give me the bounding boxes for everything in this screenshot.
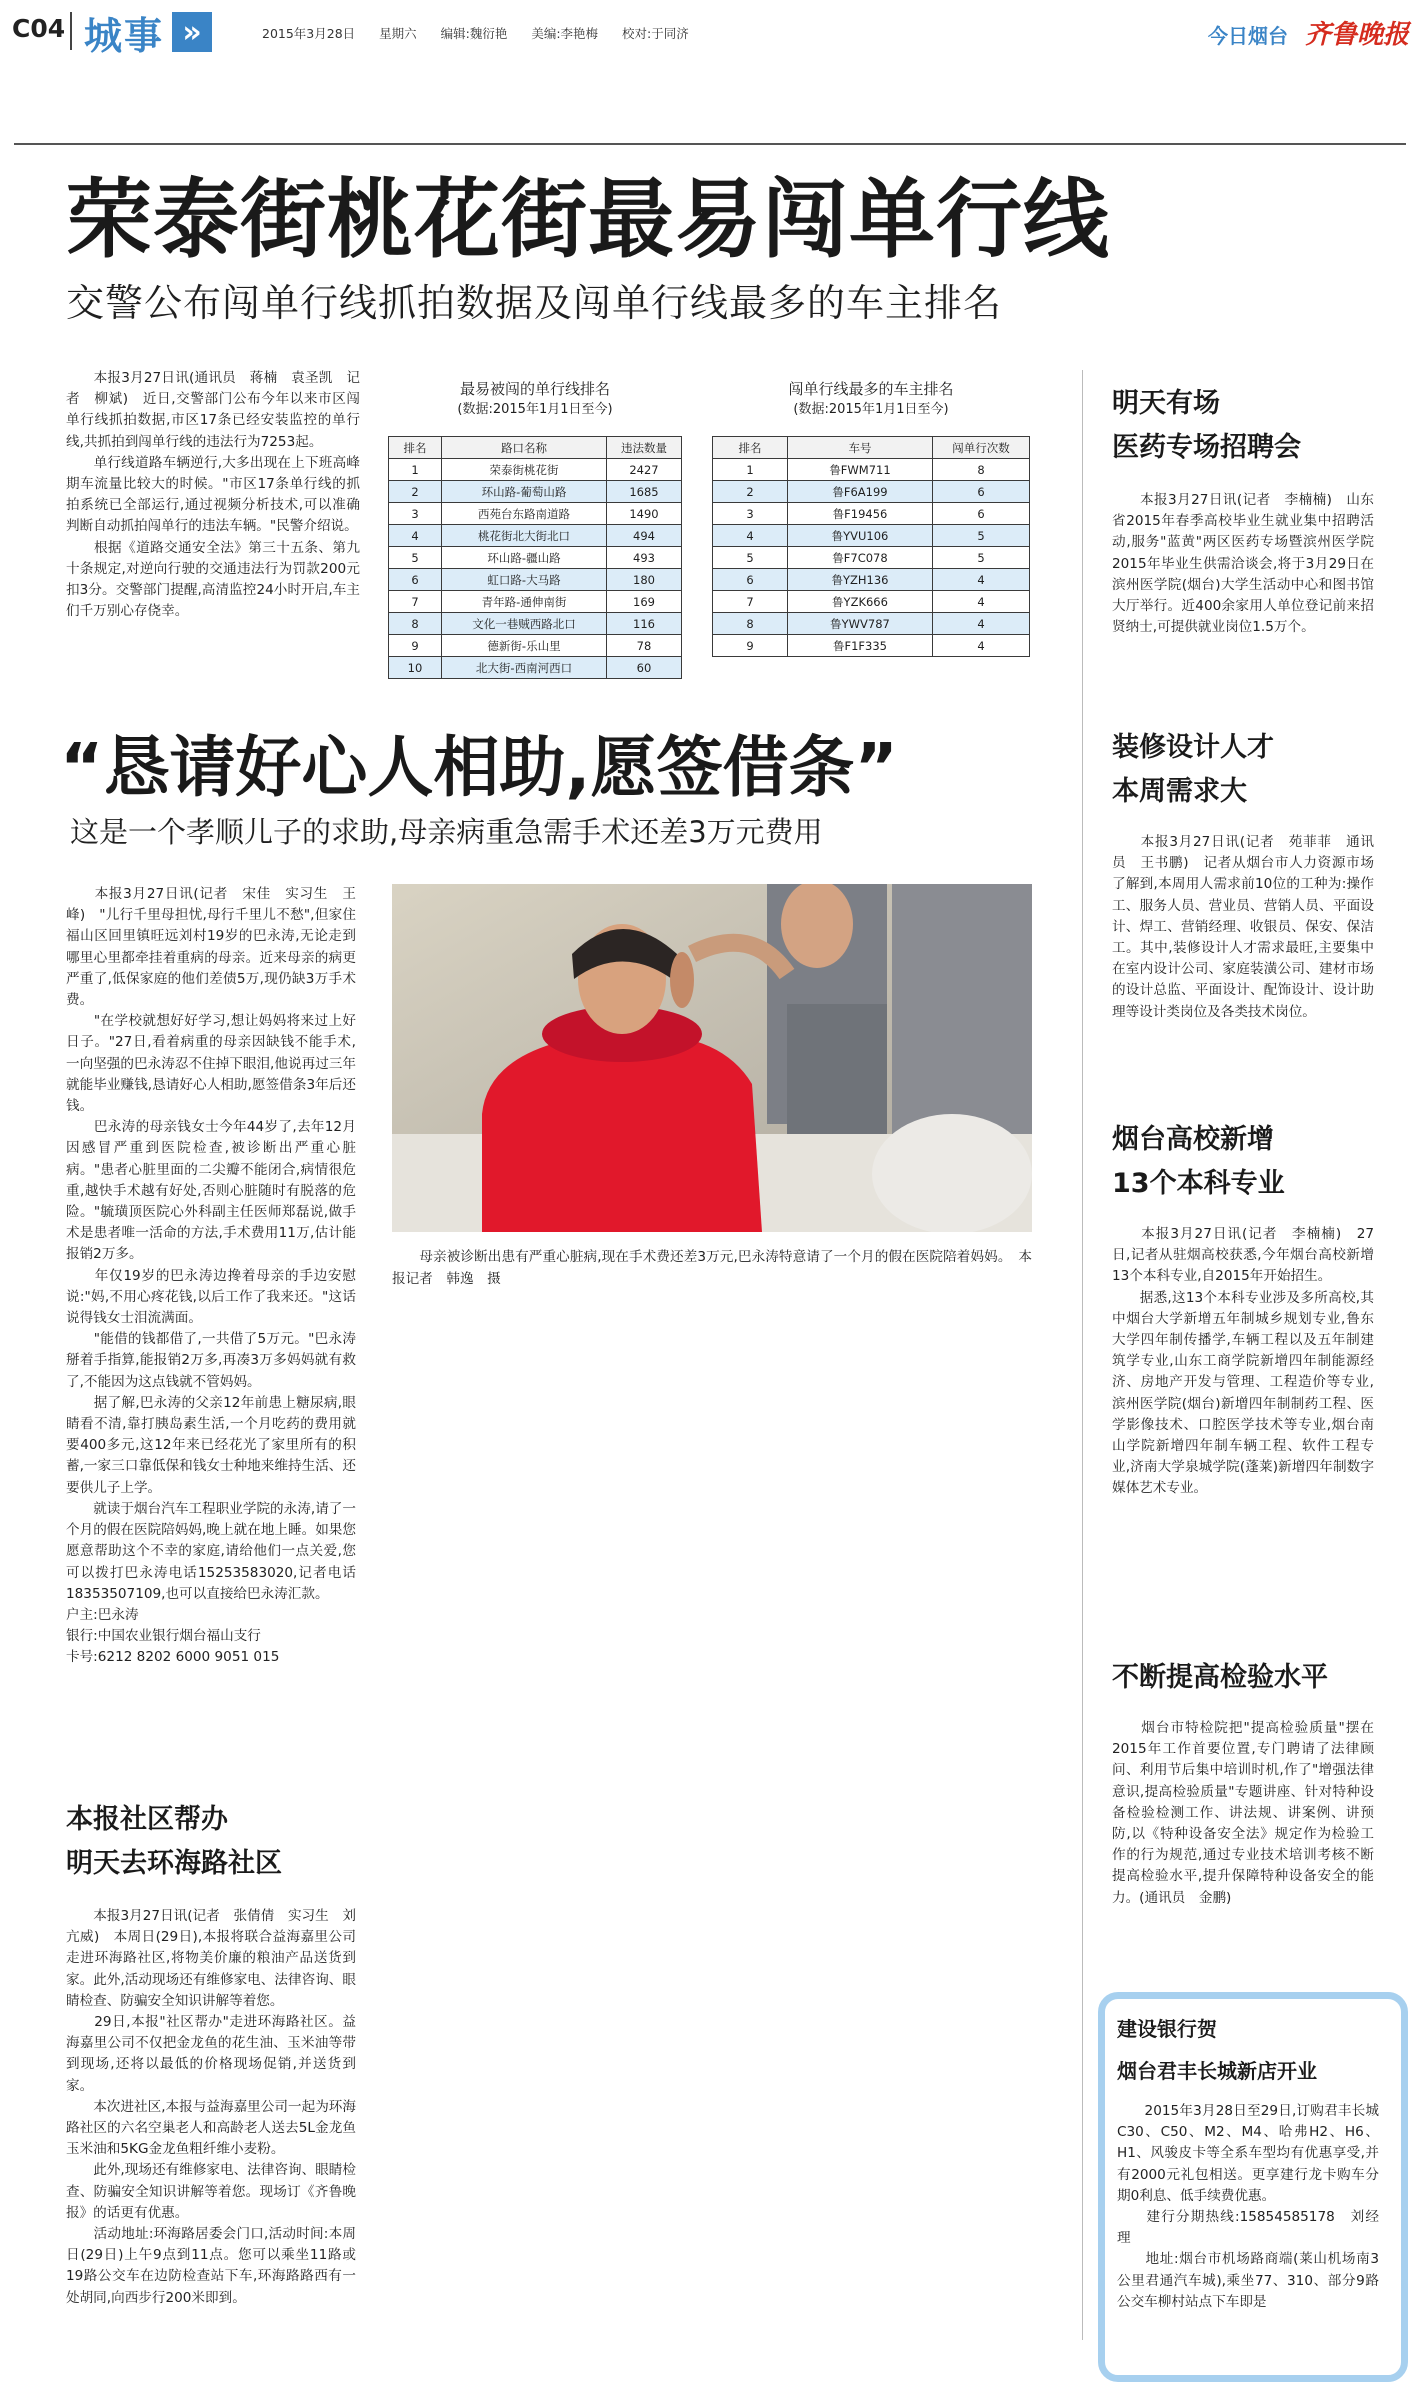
- route-cell: 德新街-乐山里: [442, 635, 607, 657]
- table-header-cell: 路口名称: [442, 437, 607, 459]
- table-header-cell: 违法数量: [607, 437, 682, 459]
- plate-cell: 鲁YZK666: [788, 591, 933, 613]
- plate-cell: 鲁YWV787: [788, 613, 933, 635]
- rank-cell: 10: [389, 657, 442, 679]
- plate-cell: 鲁F1F335: [788, 635, 933, 657]
- table-row: [713, 613, 1030, 635]
- driver-table-title: 闯单行线最多的车主排名: [788, 380, 954, 398]
- rank-cell: 2: [389, 481, 442, 503]
- header-rule: [14, 143, 1406, 145]
- table-row: [389, 657, 682, 679]
- news-photo: [392, 884, 1032, 1232]
- count-cell: 169: [607, 591, 682, 613]
- lead-body: 本报3月27日讯(通讯员 蒋楠 袁圣凯 记者 柳斌) 近日,交警部门公布今年以来市区闯单行线抓拍数据,市区17条已经安装监控的单行线,共抓拍到闯单行线的违法行为7253起。 单行线道路车辆逆行,大多出现在上下班高峰期车流量比较大的时候。"市区17条单行线的抓拍系统已全部运行,通过视频分析技术,可以准确判断自动抓拍闯单行的违法车辆。"民警介绍说。 根据《道路交通安全法》第三十五条、第九十条规定,对逆向行驶的交通违法行为罚款200元扣3分。交警部门提醒,高清监控24小时开启,车主们千万别心存侥幸。: [66, 370, 360, 620]
- side-story-2-title: [1112, 726, 1274, 814]
- rank-cell: 8: [713, 613, 788, 635]
- route-table-title: 最易被闯的单行线排名: [459, 380, 610, 398]
- rank-cell: 1: [713, 459, 788, 481]
- rank-cell: 3: [389, 503, 442, 525]
- side-story-1-body: 本报3月27日讯(记者 李楠楠) 山东省2015年春季高校毕业生就业集中招聘活动,服务"蓝黄"两区医药专场暨滨州医学院2015年毕业生供需洽谈会,将于3月29日在滨州医学院(烟台)大学生活动中心和图书馆大厅举行。近400余家用人单位登记前来招贤纳士,可提供就业岗位1.5万个。: [1112, 492, 1374, 636]
- table-header-cell: 车号: [788, 437, 933, 459]
- issue-weekday: 星期六: [379, 26, 417, 41]
- photo-illustration: [392, 884, 1032, 1232]
- advert-kicker: 建设银行贺: [1117, 2017, 1217, 2041]
- table-header-cell: 排名: [713, 437, 788, 459]
- table-row: [713, 525, 1030, 547]
- plate-cell: 鲁F6A199: [788, 481, 933, 503]
- section-title: 城事: [84, 13, 165, 58]
- column-divider: [1082, 370, 1083, 2340]
- count-cell: 2427: [607, 459, 682, 481]
- table-row: [389, 525, 682, 547]
- side-story-3-body: 本报3月27日讯(记者 李楠楠) 27日,记者从驻烟高校获悉,今年烟台高校新增13个本科专业,自2015年开始招生。 据悉,这13个本科专业涉及多所高校,其中烟台大学新增五年制城乡规划专业,鲁东大学四年制传播学,车辆工程以及五年制建筑学专业,山东工商学院新增四年制能源经济、房地产开发与管理、工程造价等专业,滨州医学院(烟台)新增四年制制药工程、医学影像技术、口腔医学技术等专业,烟台南山学院新增四年制车辆工程、软件工程专业,济南大学泉城学院(蓬莱)新增四年制数字媒体艺术专业。: [1112, 1226, 1374, 1497]
- bank-advert: [1098, 1992, 1408, 2382]
- route-cell: 荣泰街桃花街: [442, 459, 607, 481]
- section-badge: [84, 10, 244, 58]
- lead-subheadline: 交警公布闯单行线抓拍数据及闯单行线最多的车主排名: [66, 281, 1003, 325]
- plate-cell: 鲁F19456: [788, 503, 933, 525]
- double-chevron-icon: »: [172, 12, 212, 52]
- count-cell: 116: [607, 613, 682, 635]
- edition-label: 今日烟台: [1208, 24, 1288, 48]
- rank-cell: 4: [389, 525, 442, 547]
- route-table-subtitle: (数据:2015年1月1日至今): [457, 402, 613, 417]
- headline-line: 不断提高检验水平: [1112, 1662, 1328, 1693]
- plate-cell: 鲁YZH136: [788, 569, 933, 591]
- plate-cell: 鲁FWM711: [788, 459, 933, 481]
- route-cell: 环山路-葡萄山路: [442, 481, 607, 503]
- count-cell: 4: [933, 591, 1030, 613]
- count-cell: 4: [933, 613, 1030, 635]
- driver-ranking-table: [712, 436, 1030, 657]
- route-cell: 北大街-西南河西口: [442, 657, 607, 679]
- count-cell: 60: [607, 657, 682, 679]
- route-ranking-table-block: [388, 378, 682, 679]
- count-cell: 5: [933, 525, 1030, 547]
- route-cell: 虹口路-大马路: [442, 569, 607, 591]
- route-ranking-table: [388, 436, 682, 679]
- art-credit: 美编:李艳梅: [531, 26, 599, 41]
- count-cell: 6: [933, 503, 1030, 525]
- side-story-4-title: [1112, 1656, 1328, 1700]
- table-row: [389, 459, 682, 481]
- proof-credit: 校对:于同济: [622, 26, 689, 41]
- table-row: [713, 459, 1030, 481]
- story3-body: 本报3月27日讯(记者 张倩倩 实习生 刘亢威) 本周日(29日),本报将联合益海嘉里公司走进环海路社区,将物美价廉的粮油产品送货到家。此外,活动现场还有维修家电、法律咨询、眼睛检查、防骗安全知识讲解等着您。 29日,本报"社区帮办"走进环海路社区。益海嘉里公司不仅把金龙鱼的花生油、玉米油等带到现场,还将以最低的价格现场促销,并送货到家。 本次进社区,本报与益海嘉里公司一起为环海路社区的六名空巢老人和高龄老人送去5L金龙鱼玉米油和5KG金龙鱼粗纤维小麦粉。 此外,现场还有维修家电、法律咨询、眼睛检查、防骗安全知识讲解等着您。现场订《齐鲁晚报》的话更有优惠。 活动地址:环海路居委会门口,活动时间:本周日(29日)上午9点到11点。您可以乘坐11路或19路公交车在边防检查站下车,环海路路西有一处胡同,向西步行200米即到。: [66, 1908, 356, 2306]
- photo-caption: 母亲被诊断出患有严重心脏病,现在手术费还差3万元,巴永涛特意请了一个月的假在医院陪着妈妈。 本报记者 韩逸 摄: [392, 1249, 1032, 1287]
- table-row: [389, 547, 682, 569]
- table-row: [389, 635, 682, 657]
- plate-cell: 鲁YVU106: [788, 525, 933, 547]
- route-cell: 青年路-通伸南街: [442, 591, 607, 613]
- count-cell: 5: [933, 547, 1030, 569]
- headline-line: 本报社区帮办: [66, 1804, 228, 1835]
- table-header-cell: 闯单行次数: [933, 437, 1030, 459]
- rank-cell: 7: [713, 591, 788, 613]
- route-cell: 文化一巷贼西路北口: [442, 613, 607, 635]
- table-row: [389, 613, 682, 635]
- advert-body: 2015年3月28日至29日,订购君丰长城C30、C50、M2、M4、哈弗H2、H6、H1、风骏皮卡等全系车型均有优惠享受,并有2000元礼包相送。更享建行龙卡购车分期0利息、低手续费优惠。 建行分期热线:15854585178 刘经理 地址:烟台市机场路商端(莱山机场南3公里君通汽车城),乘坐77、310、部分9路公交车柳村站点下车即是: [1117, 2103, 1379, 2310]
- editor-credit: 编辑:魏衍艳: [440, 26, 508, 41]
- rank-cell: 6: [713, 569, 788, 591]
- side-story-4-body: 烟台市特检院把"提高检验质量"摆在2015年工作首要位置,专门聘请了法律顾问、利用节后集中培训时机,作了"增强法律意识,提高检验质量"专题讲座、针对特种设备检验检测工作、讲法规、讲案例、讲预防,以《特种设备安全法》规定作为检验工作的行为规范,通过专业技术培训考核不断提高检验水平,提升保障特种设备安全的能力。(通讯员 金鹏): [1112, 1720, 1374, 1906]
- rank-cell: 1: [389, 459, 442, 481]
- rank-cell: 7: [389, 591, 442, 613]
- side-story-1-title: [1112, 382, 1301, 470]
- rank-cell: 3: [713, 503, 788, 525]
- table-row: [389, 503, 682, 525]
- story2-headline: “恳请好心人相助,愿签借条”: [60, 729, 898, 806]
- route-cell: 环山路-疆山路: [442, 547, 607, 569]
- count-cell: 8: [933, 459, 1030, 481]
- story2-subheadline: 这是一个孝顺儿子的求助,母亲病重急需手术还差3万元费用: [70, 815, 823, 849]
- count-cell: 493: [607, 547, 682, 569]
- table-row: [713, 635, 1030, 657]
- route-cell: 西苑台东路南道路: [442, 503, 607, 525]
- rank-cell: 6: [389, 569, 442, 591]
- count-cell: 494: [607, 525, 682, 547]
- headline-line: 明天有场: [1112, 388, 1220, 419]
- count-cell: 78: [607, 635, 682, 657]
- headline-line: 13个本科专业: [1112, 1168, 1285, 1199]
- rank-cell: 9: [713, 635, 788, 657]
- side-story-2-body: 本报3月27日讯(记者 苑菲菲 通讯员 王书鹏) 记者从烟台市人力资源市场了解到,本周用人需求前10位的工种为:操作工、服务人员、营业员、营销人员、平面设计、焊工、营销经理、收银员、保安、保洁工。其中,装修设计人才需求最旺,主要集中在室内设计公司、家庭装潢公司、建材市场的设计总监、平面设计、配饰设计、设计助理等设计类岗位及各类技术岗位。: [1112, 834, 1374, 1020]
- headline-line: 装修设计人才: [1112, 732, 1274, 763]
- table-row: [713, 503, 1030, 525]
- story3-title: [66, 1798, 282, 1886]
- lead-headline: 荣泰街桃花街最易闯单行线: [66, 170, 1110, 270]
- table-row: [389, 591, 682, 613]
- driver-ranking-table-block: [712, 378, 1030, 657]
- table-row: [713, 591, 1030, 613]
- issue-date: 2015年3月28日: [262, 26, 356, 41]
- side-story-3-title: [1112, 1118, 1285, 1206]
- rank-cell: 8: [389, 613, 442, 635]
- count-cell: 1490: [607, 503, 682, 525]
- rank-cell: 9: [389, 635, 442, 657]
- table-row: [389, 569, 682, 591]
- rank-cell: 5: [713, 547, 788, 569]
- table-row: [713, 569, 1030, 591]
- header-divider: [70, 12, 72, 50]
- count-cell: 180: [607, 569, 682, 591]
- headline-line: 本周需求大: [1112, 776, 1247, 807]
- table-header-cell: 排名: [389, 437, 442, 459]
- brand-logo: 齐鲁晚报: [1305, 20, 1410, 50]
- headline-line: 医药专场招聘会: [1112, 432, 1301, 463]
- headline-line: 明天去环海路社区: [66, 1848, 282, 1879]
- count-cell: 4: [933, 635, 1030, 657]
- header-meta: [262, 24, 689, 42]
- table-row: [713, 547, 1030, 569]
- rank-cell: 5: [389, 547, 442, 569]
- advert-title: 烟台君丰长城新店开业: [1117, 2059, 1317, 2083]
- count-cell: 1685: [607, 481, 682, 503]
- table-row: [389, 481, 682, 503]
- headline-line: 烟台高校新增: [1112, 1124, 1274, 1155]
- plate-cell: 鲁F7C078: [788, 547, 933, 569]
- count-cell: 4: [933, 569, 1030, 591]
- rank-cell: 4: [713, 525, 788, 547]
- story2-body: 本报3月27日讯(记者 宋佳 实习生 王峰) "儿行千里母担忧,母行千里儿不愁",但家住福山区回里镇旺远刘村19岁的巴永涛,无论走到哪里心里都牵挂着重病的母亲。近来母亲的病更严重了,低保家庭的他们差债5万,现仍缺3万手术费。 "在学校就想好好学习,想让妈妈将来过上好日子。"27日,看着病重的母亲因缺钱不能手术,一向坚强的巴永涛忍不住掉下眼泪,他说再过三年就能毕业赚钱,恳请好心人相助,愿签借条3年后还钱。 巴永涛的母亲钱女士今年44岁了,去年12月因感冒严重到医院检查,被诊断出严重心脏病。"患者心脏里面的二尖瓣不能闭合,病情很危重,越快手术越有好处,否则心脏随时有脱落的危险。"毓璜顶医院心外科副主任医师郑磊说,做手术是患者唯一活命的方法,手术费用11万,估计能报销2万多。 年仅19岁的巴永涛边搀着母亲的手边安慰说:"妈,不用心疼花钱,以后工作了我来还。"这话说得钱女士泪流满面。 "能借的钱都借了,一共借了5万元。"巴永涛掰着手指算,能报销2万多,再凑3万多妈妈就有救了,不能因为这点钱就不管妈妈。 据了解,巴永涛的父亲12年前患上糖尿病,眼睛看不清,靠打胰岛素生活,一个月吃药的费用就要400多元,这12年来已经花光了家里所有的积蓄,一家三口靠低保和钱女士种地来维持生活、还要供儿子上学。 就读于烟台汽车工程职业学院的永涛,请了一个月的假在医院陪妈妈,晚上就在地上睡。如果您愿意帮助这个不幸的家庭,请给他们一点关爱,您可以拨打巴永涛电话15253583020,记者电话18353507109,也可以直接给巴永涛汇款。 户主:巴永涛 银行:中国农业银行烟台福山支行 卡号:6212 8202 6000 9051 015: [66, 886, 356, 1666]
- route-cell: 桃花街北大街北口: [442, 525, 607, 547]
- page-number: C04: [12, 14, 66, 43]
- rank-cell: 2: [713, 481, 788, 503]
- driver-table-subtitle: (数据:2015年1月1日至今): [793, 402, 949, 417]
- table-row: [713, 481, 1030, 503]
- count-cell: 6: [933, 481, 1030, 503]
